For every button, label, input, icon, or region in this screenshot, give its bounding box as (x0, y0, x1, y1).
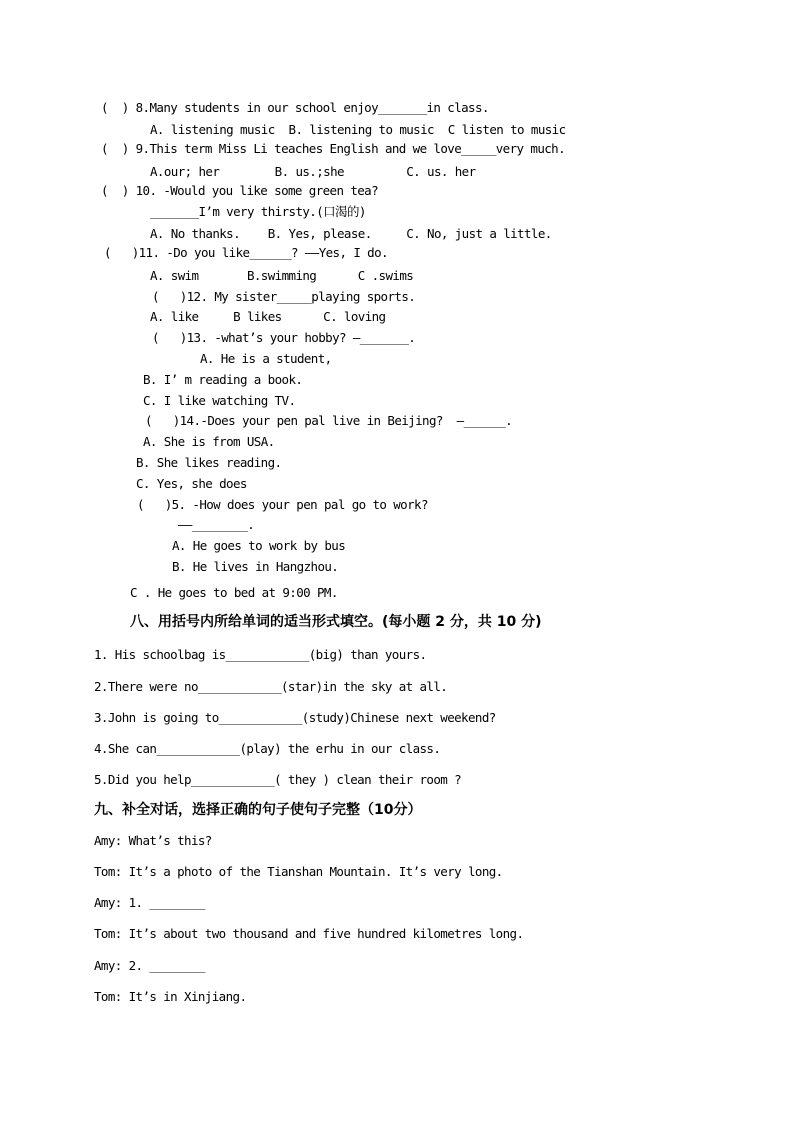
dialogue-line: Tom: It’s in Xinjiang. (94, 989, 247, 1004)
dialogue-line: Amy: 1. ________ (94, 895, 205, 910)
question-9-stem: ( ) 9.This term Miss Li teaches English and we love_____very much. (101, 141, 566, 156)
section-8-heading: 八、用括号内所给单词的适当形式填空。(每小题 2 分，共 10 分) (130, 614, 542, 630)
question-14-option-a: A. She is from USA. (143, 434, 275, 449)
question-11-stem: ( )11. -Do you like______? ——Yes, I do. (104, 245, 388, 260)
dialogue-line: Tom: It’s about two thousand and five hundred kilometres long. (94, 926, 524, 941)
question-13-option-b: B. I’ m reading a book. (143, 372, 303, 387)
fill-item-2: 2.There were no____________(star)in the sky at all. (94, 679, 448, 694)
question-15-blank: ——________. (178, 517, 255, 532)
question-10-stem: ( ) 10. -Would you like some green tea? (101, 183, 379, 198)
question-14-stem: ( )14.-Does your pen pal live in Beijing? —______. (145, 413, 513, 428)
question-12-options: A. like B likes C. loving (150, 309, 386, 324)
question-11-options: A. swim B.swimming C .swims (150, 268, 414, 283)
question-8-options: A. listening music B. listening to music C listen to music (150, 122, 566, 137)
question-8-stem: ( ) 8.Many students in our school enjoy_______in class. (101, 100, 489, 115)
question-10-options: A. No thanks. B. Yes, please. C. No, just a little. (150, 226, 552, 241)
question-15-stem: ( )5. -How does your pen pal go to work? (137, 497, 428, 512)
fill-item-5: 5.Did you help____________( they ) clean their room ? (94, 772, 462, 787)
question-13-stem: ( )13. -what’s your hobby? —_______. (152, 330, 416, 345)
dialogue-line: Tom: It’s a photo of the Tianshan Mountain. It’s very long. (94, 864, 503, 879)
dialogue-line: Amy: What’s this? (94, 833, 212, 848)
question-14-option-c: C. Yes, she does (136, 476, 247, 491)
question-13-option-a: A. He is a student, (200, 351, 332, 366)
fill-item-3: 3.John is going to____________(study)Chinese next weekend? (94, 710, 496, 725)
question-10-blank: _______I’m very thirsty.(口渴的) (150, 204, 366, 219)
section-9-heading: 九、补全对话，选择正确的句子使句子完整（10分） (94, 802, 422, 818)
question-12-stem: ( )12. My sister_____playing sports. (152, 289, 416, 304)
fill-item-4: 4.She can____________(play) the erhu in our class. (94, 741, 441, 756)
question-14-option-b: B. She likes reading. (136, 455, 282, 470)
dialogue-line: Amy: 2. ________ (94, 958, 205, 973)
question-15-option-a: A. He goes to work by bus (172, 538, 346, 553)
question-9-options: A.our; her B. us.;she C. us. her (150, 164, 476, 179)
fill-item-1: 1. His schoolbag is____________(big) than yours. (94, 647, 427, 662)
question-15-option-b: B. He lives in Hangzhou. (172, 559, 339, 574)
question-15-option-c: C . He goes to bed at 9:00 PM. (130, 585, 338, 600)
question-13-option-c: C. I like watching TV. (143, 393, 296, 408)
